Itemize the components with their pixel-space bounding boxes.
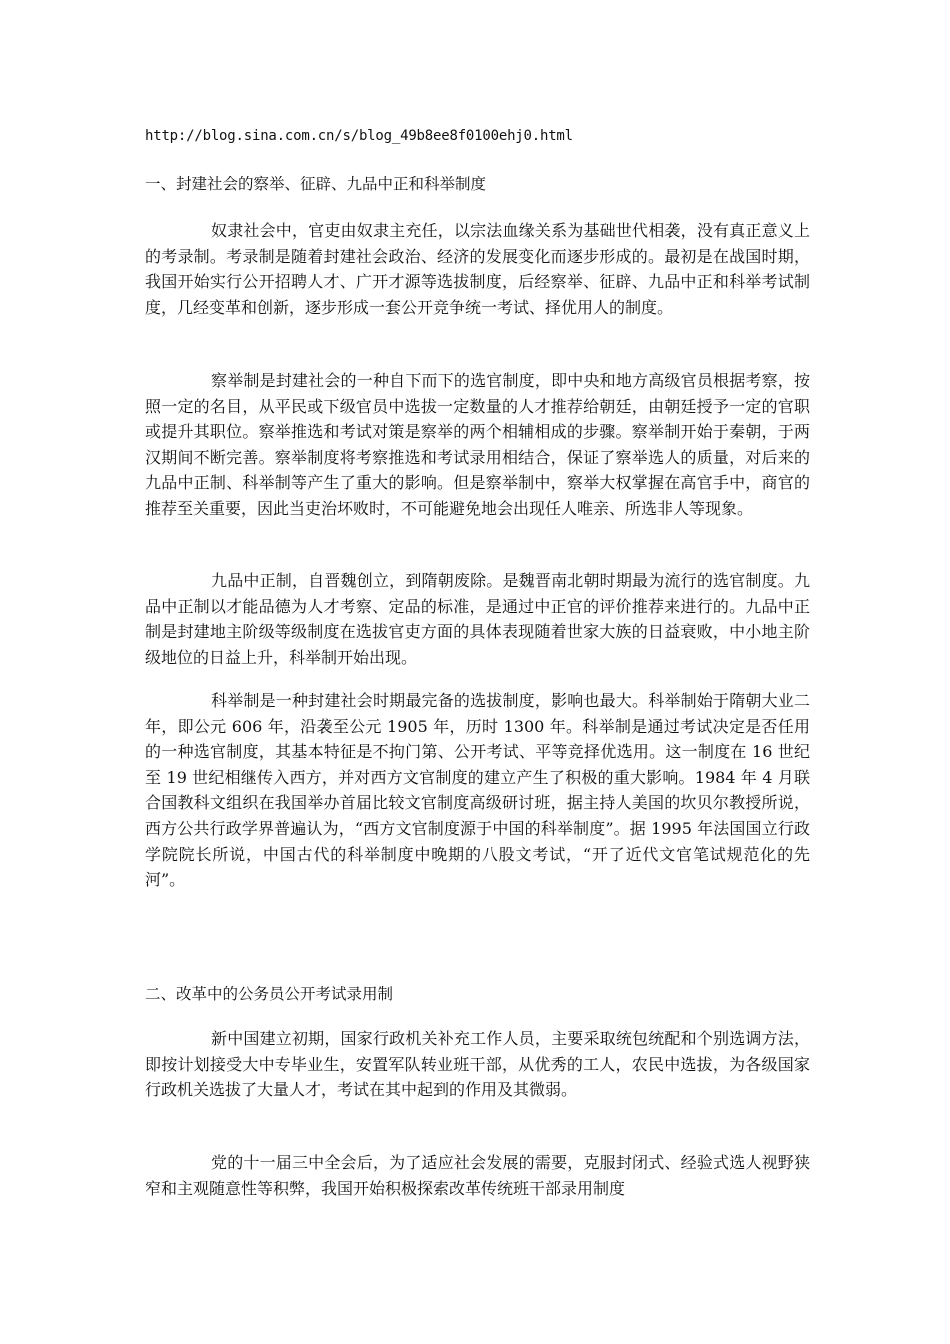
section-1-paragraph-1: 奴隶社会中，官吏由奴隶主充任，以宗法血缘关系为基础世代相袭，没有真正意义上的考录制。考录制是随着封建社会政治、经济的发展变化而逐步形成的。最初是在战国时期，我国开始实行公开招聘人才、广开才源等选拔制度，后经察举、征辟、九品中正和科举考试制度，几经变革和创新，逐步形成一套公开竞争统一考试、择优用人的制度。 [145, 221, 810, 317]
section-2-paragraph-2: 党的十一届三中全会后，为了适应社会发展的需要，克服封闭式、经验式选人视野狭窄和主观随意性等积弊，我国开始积极探索改革传统班干部录用制度 [145, 1153, 810, 1198]
section-2-paragraph-1: 新中国建立初期，国家行政机关补充工作人员，主要采取统包统配和个别选调方法，即按计划接受大中专毕业生，安置军队转业班干部，从优秀的工人，农民中选拔，为各级国家行政机关选拔了大量人才，考试在其中起到的作用及其微弱。 [145, 1029, 810, 1100]
section-1-paragraph-2: 察举制是封建社会的一种自下而下的选官制度，即中央和地方高级官员根据考察，按照一定的名目，从平民或下级官员中选拔一定数量的人才推荐给朝廷，由朝廷授予一定的官职或提升其职位。察举推选和考试对策是察举的两个相辅相成的步骤。察举制开始于秦朝，于两汉期间不断完善。察举制度将考察推选和考试录用相结合，保证了察举选人的质量，对后来的九品中正制、科举制等产生了重大的影响。但是察举制中，察举大权掌握在高官手中，商官的推荐至关重要，因此当吏治坏败时，不可能避免地会出现任人唯亲、所选非人等现象。 [145, 371, 810, 518]
section-1-paragraph-4: 科举制是一种封建社会时期最完备的选拔制度，影响也最大。科举制始于隋朝大业二年，即公元 606 年，沿袭至公元 1905 年，历时 1300 年。科举制是通过考试决定是否任用的一种选官制度，其基本特征是不拘门第、公开考试、平等竞择优选用。这一制度在 16 世纪至 19 世纪相继传入西方，并对西方文官制度的建立产生了积极的重大影响。1984 年 4 月联合国教科文组织在我国举办首届比较文官制度高级研讨班，据主持人美国的坎贝尔教授所说，西方公共行政学界普遍认为，“西方文官制度源于中国的科举制度”。据 1995 年法国国立行政学院院长所说，中国古代的科举制度中晚期的八股文考试，“开了近代文官笔试规范化的先河”。 [145, 691, 810, 890]
section-1-heading: 一、封建社会的察举、征辟、九品中正和科举制度 [145, 175, 487, 193]
section-1-paragraph-3: 九品中正制，自晋魏创立，到隋朝废除。是魏晋南北朝时期最为流行的选官制度。九品中正制以才能品德为人才考察、定品的标准，是通过中正官的评价推荐来进行的。九品中正制是封建地主阶级等级制度在选拔官吏方面的具体表现随着世家大族的日益衰败，中小地主阶级地位的日益上升，科举制开始出现。 [145, 571, 810, 667]
source-url: http://blog.sina.com.cn/s/blog_49b8ee8f0100ehj0.html [145, 128, 573, 144]
section-2-heading: 二、改革中的公务员公开考试录用制 [145, 985, 394, 1003]
